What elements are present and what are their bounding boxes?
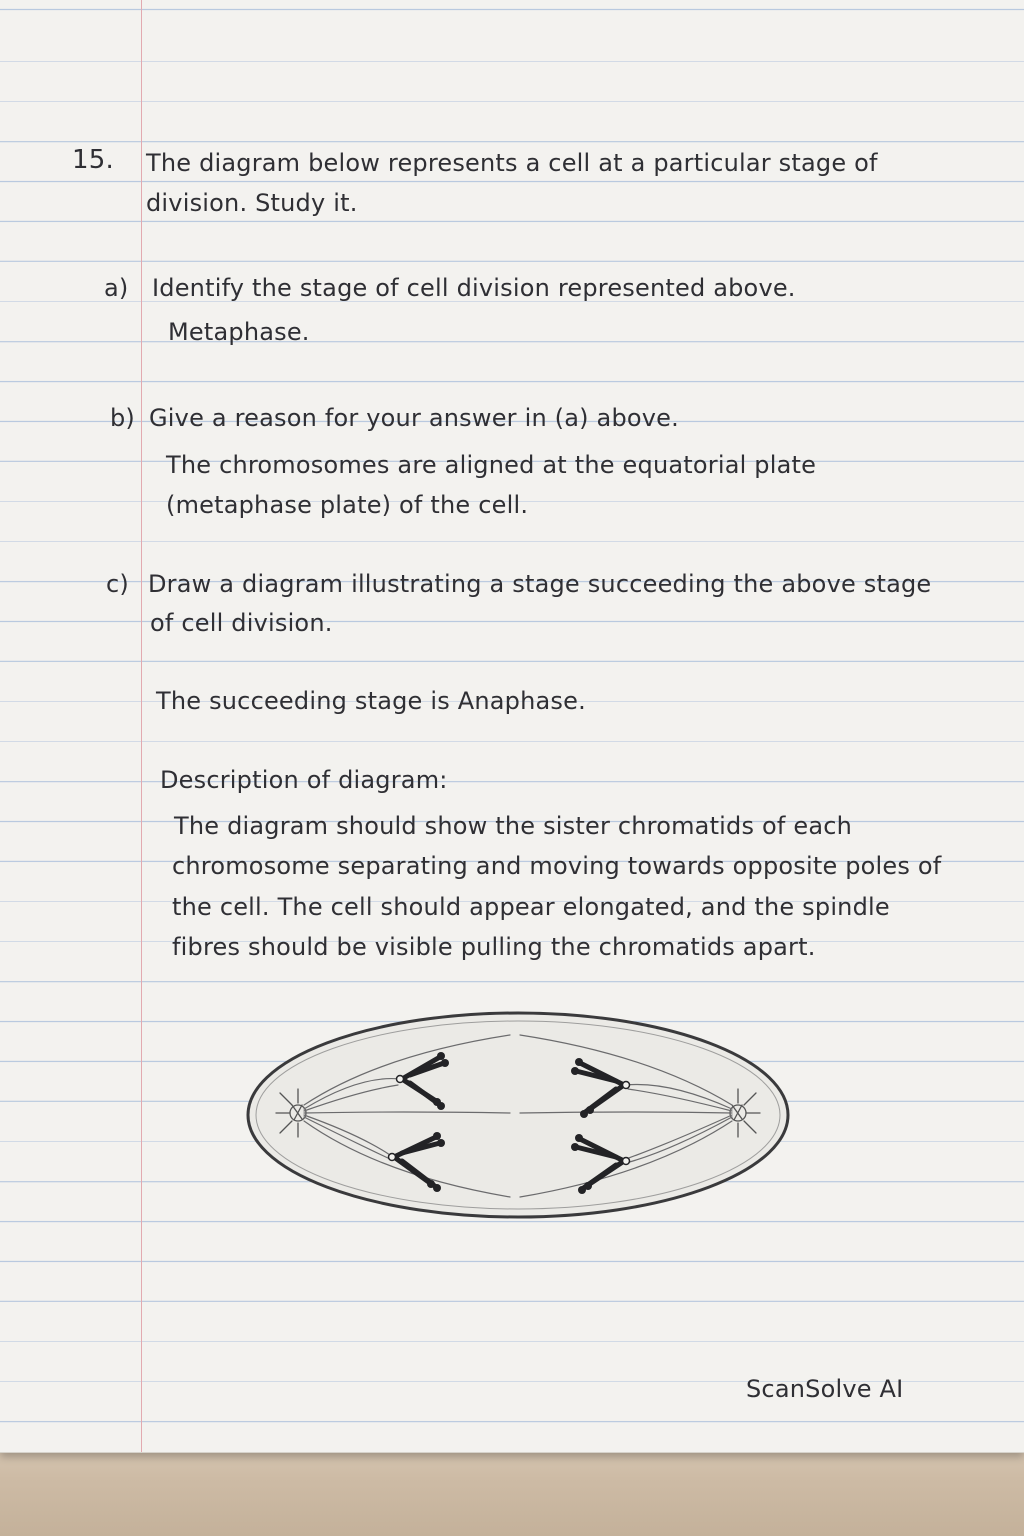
part-c-answer: The succeeding stage is Anaphase. bbox=[156, 687, 586, 715]
part-b-answer-line-2: (metaphase plate) of the cell. bbox=[166, 491, 529, 519]
part-b-question: Give a reason for your answer in (a) above. bbox=[149, 404, 679, 432]
cell-membrane bbox=[248, 1013, 788, 1217]
part-b-answer-line-1: The chromosomes are aligned at the equatorial plate bbox=[166, 451, 817, 479]
part-c-label: c) bbox=[106, 570, 129, 598]
question-prompt-line-1: The diagram below represents a cell at a particular stage of bbox=[146, 149, 878, 177]
description-heading: Description of diagram: bbox=[160, 766, 448, 794]
part-b-label: b) bbox=[110, 404, 135, 432]
margin-line bbox=[141, 0, 142, 1452]
description-line-2: chromosome separating and moving towards opposite poles of bbox=[172, 852, 942, 880]
anaphase-cell-sketch bbox=[240, 1005, 800, 1245]
part-a-label: a) bbox=[104, 274, 129, 302]
part-a-answer: Metaphase. bbox=[168, 318, 310, 346]
question-number: 15. bbox=[72, 145, 114, 175]
question-prompt-line-2: division. Study it. bbox=[146, 189, 358, 217]
description-line-1: The diagram should show the sister chromatids of each bbox=[174, 812, 853, 840]
description-line-4: fibres should be visible pulling the chromatids apart. bbox=[172, 933, 816, 961]
part-c-question-line-2: of cell division. bbox=[150, 609, 333, 637]
description-line-3: the cell. The cell should appear elongated, and the spindle bbox=[172, 893, 890, 921]
desk-surface bbox=[0, 1440, 1024, 1536]
part-c-question-line-1: Draw a diagram illustrating a stage succeeding the above stage bbox=[148, 570, 932, 598]
part-a-question: Identify the stage of cell division represented above. bbox=[152, 274, 796, 302]
signature: ScanSolve AI bbox=[746, 1375, 904, 1403]
